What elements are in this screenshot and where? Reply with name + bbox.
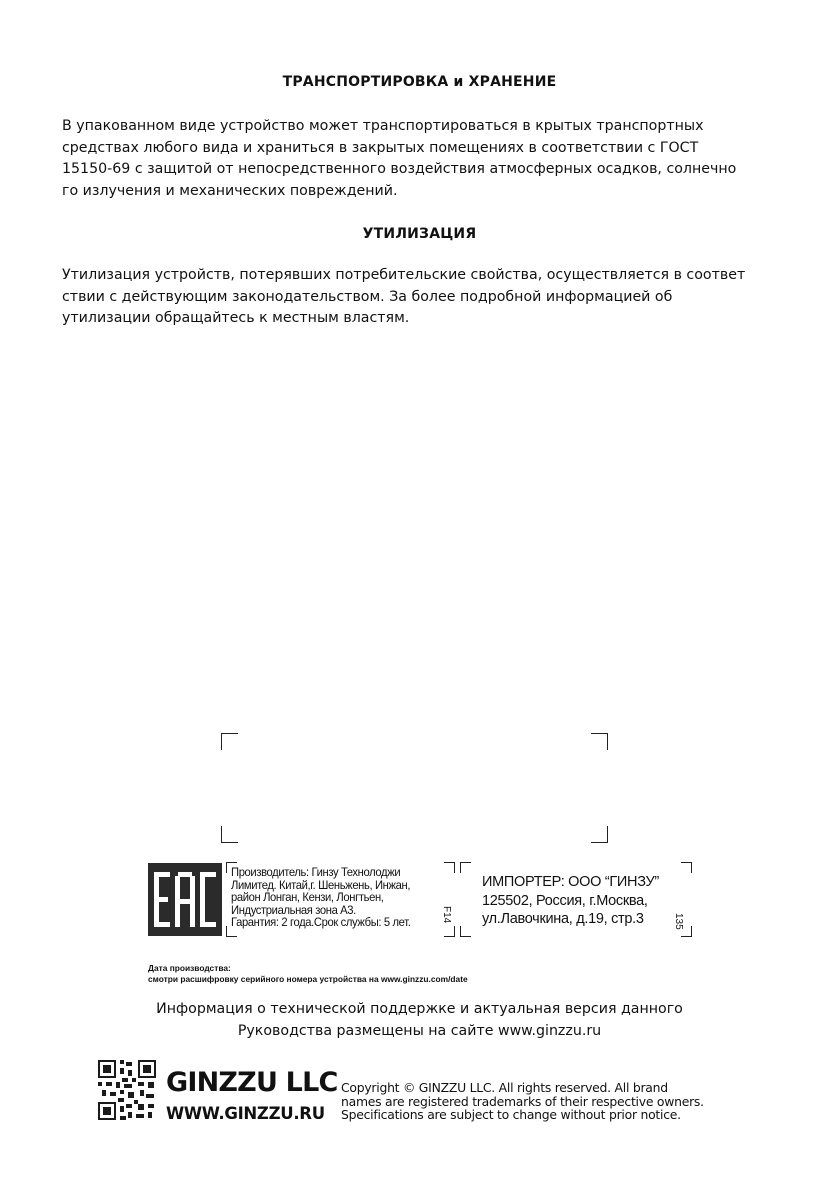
- support-info: [0, 998, 839, 1042]
- manufacturer-code: F14: [441, 906, 452, 924]
- mfr-mark-tr: [444, 862, 455, 873]
- transport-line: средствах любого вида и храниться в закрытых помещениях в соответствии с ГОСТ: [62, 139, 699, 156]
- manufacturer-line: район Лонган, Кензи, Лонгтьен,: [231, 890, 384, 905]
- importer-line: 125502, Россия, г.Москва,: [482, 892, 648, 909]
- importer-line: ИМПОРТЕР: ООО “ГИНЗУ”: [482, 874, 659, 890]
- disposal-line: Утилизация устройств, потерявших потребительские свойства, осуществляется в соответ: [62, 267, 746, 283]
- imp-mark-bl: [460, 926, 471, 937]
- transport-line: 15150-69 с защитой от непосредственного воздействия атмосферных осадков, солнечно: [62, 161, 737, 178]
- transport-paragraph: [62, 116, 777, 202]
- manufacturer-line: Производитель: Гинзу Технолоджи: [231, 865, 401, 879]
- copyright-line: names are registered trademarks of their respective owners.: [341, 1093, 704, 1109]
- crop-mark-bottom-left: [221, 826, 238, 843]
- manufacturer-line: Лимитед. Китай,г. Шеньжень, Инжан,: [231, 877, 411, 892]
- transport-line: В упакованном виде устройство может транспортироваться в крытых транспортных: [62, 118, 704, 134]
- disposal-heading: УТИЛИЗАЦИЯ: [362, 226, 477, 242]
- transport-line: го излучения и механических повреждений.: [62, 182, 398, 199]
- crop-mark-bottom-right: [591, 826, 608, 843]
- copyright-line: Specifications are subject to change without prior notice.: [341, 1107, 681, 1122]
- crop-mark-top-left: [221, 733, 238, 750]
- copyright-line: Copyright © GINZZU LLC. All rights reserved. All brand: [341, 1080, 668, 1095]
- disposal-line: утилизации обращайтесь к местным властям.: [62, 310, 410, 327]
- support-line: Руководства размещены на сайте www.ginzzu.ru: [237, 1023, 602, 1039]
- importer-code: 135: [673, 913, 684, 930]
- manufacturer-line: Гарантия: 2 года.Срок службы: 5 лет.: [231, 915, 411, 930]
- manufacturer-line: Индустриальная зона А3.: [231, 902, 356, 917]
- imp-mark-tr: [681, 862, 692, 873]
- production-date-title: Дата производства:: [148, 963, 231, 973]
- brand-url[interactable]: WWW.GINZZU.RU: [166, 1104, 325, 1123]
- disposal-line: ствии с действующим законодательством. За более подробной информацией об: [62, 288, 673, 305]
- transport-heading: ТРАНСПОРТИРОВКА и ХРАНЕНИЕ: [282, 74, 557, 90]
- mfr-mark-br: [444, 926, 455, 937]
- copyright-notice: [341, 1081, 704, 1122]
- importer-line: ул.Лавочкина, д.19, стр.3: [482, 911, 644, 927]
- eac-logo-icon: [148, 863, 222, 936]
- crop-mark-top-right: [591, 733, 608, 750]
- disposal-paragraph: [62, 265, 777, 330]
- importer-info: [482, 873, 659, 929]
- support-line: Информация о технической поддержке и актуальная версия данного: [156, 1001, 683, 1017]
- production-date: [148, 963, 468, 985]
- brand-name: GINZZU LLC: [166, 1067, 338, 1098]
- qr-code-icon: [98, 1060, 156, 1120]
- manufacturer-info: [231, 866, 410, 929]
- production-date-note: смотри расшифровку серийного номера устройства на www.ginzzu.com/date: [148, 974, 468, 984]
- eac-mark: [148, 863, 222, 936]
- imp-mark-tl: [460, 862, 471, 873]
